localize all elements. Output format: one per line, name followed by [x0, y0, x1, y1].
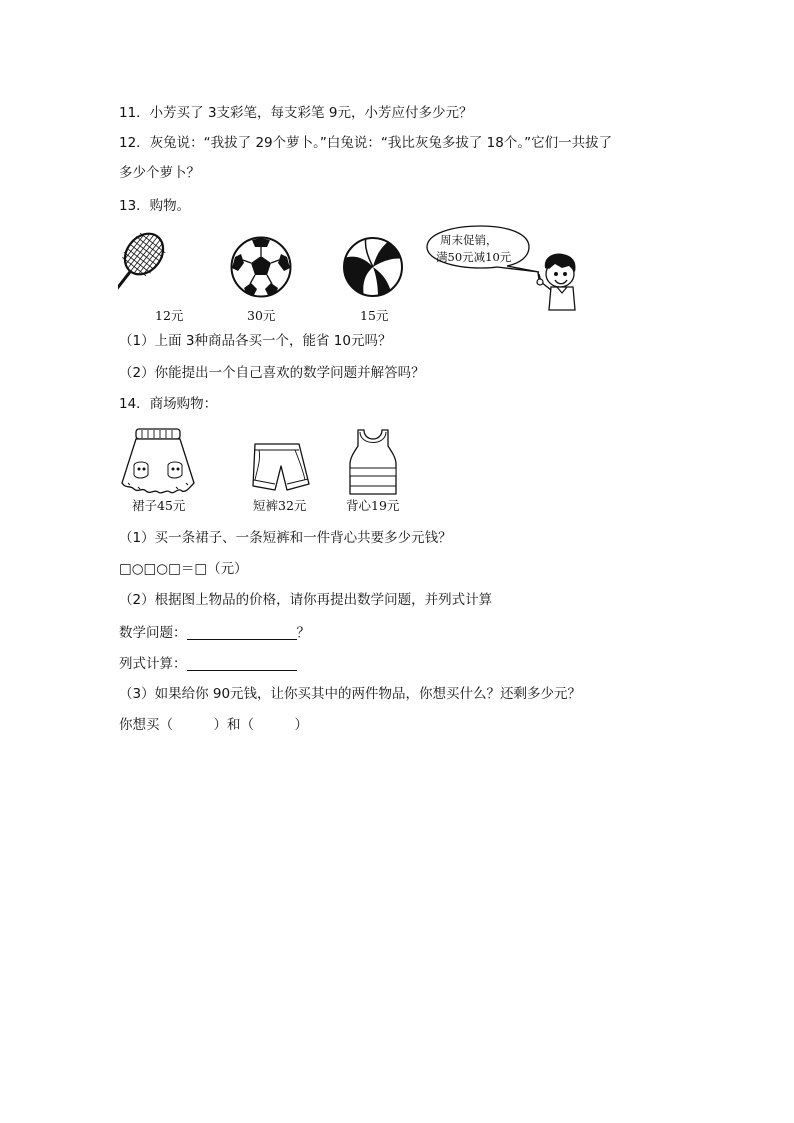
question-12-line2: 多少个萝卜？: [119, 165, 200, 181]
math-problem-blank[interactable]: [187, 625, 297, 640]
calc-label: 列式计算：: [119, 656, 187, 672]
volleyball-icon: [342, 237, 404, 297]
skirt-label: 裙子45元: [132, 498, 186, 513]
soccer-ball-icon: [230, 236, 292, 298]
shorts-label: 短裤32元: [253, 498, 307, 513]
math-problem-label: 数学问题：: [119, 625, 187, 641]
shorts-icon: [247, 440, 313, 496]
bubble-line-2: 满50元减10元: [436, 250, 512, 264]
skirt-icon: [118, 425, 198, 497]
question-14-formula: □○□○□＝□（元）: [119, 561, 248, 577]
math-problem-end: ？: [296, 625, 310, 641]
question-14: 14．商场购物：: [119, 396, 218, 412]
question-14-sub3: （3）如果给你 90元钱，让你买其中的两件物品，你想买什么？还剩多少元？: [119, 686, 582, 702]
boy-icon: [533, 252, 583, 312]
soccer-ball-price: 30元: [247, 308, 276, 323]
question-11: 11．小芳买了 3支彩笔，每支彩笔 9元，小芳应付多少元？: [119, 105, 473, 121]
racket-price: 12元: [155, 308, 184, 323]
vest-icon: [346, 428, 400, 498]
badminton-racket-icon: [118, 232, 218, 308]
math-problem-row: [119, 624, 310, 642]
calc-row: [119, 655, 297, 673]
bubble-line-1: 周末促销，: [440, 233, 498, 247]
volleyball-price: 15元: [360, 308, 389, 323]
speech-bubble: [421, 224, 543, 274]
calc-blank[interactable]: [187, 656, 297, 671]
question-14-sub2: （2）根据图上物品的价格，请你再提出数学问题，并列式计算: [119, 592, 493, 608]
question-14-sub1: （1）买一条裙子、一条短裤和一件背心共要多少元钱？: [119, 530, 452, 546]
question-12-line1: 12．灰兔说：“我拔了 29个萝卜。”白兔说：“我比灰兔多拔了 18个。”它们一共拔了: [119, 135, 613, 151]
question-14-want: 你想买（ ）和（ ）: [119, 717, 308, 733]
question-13-sub2: （2）你能提出一个自己喜欢的数学问题并解答吗？: [119, 365, 425, 381]
question-13-sub1: （1）上面 3种商品各买一个，能省 10元吗？: [119, 333, 392, 349]
question-13: 13．购物。: [119, 198, 191, 214]
vest-label: 背心19元: [346, 498, 400, 513]
